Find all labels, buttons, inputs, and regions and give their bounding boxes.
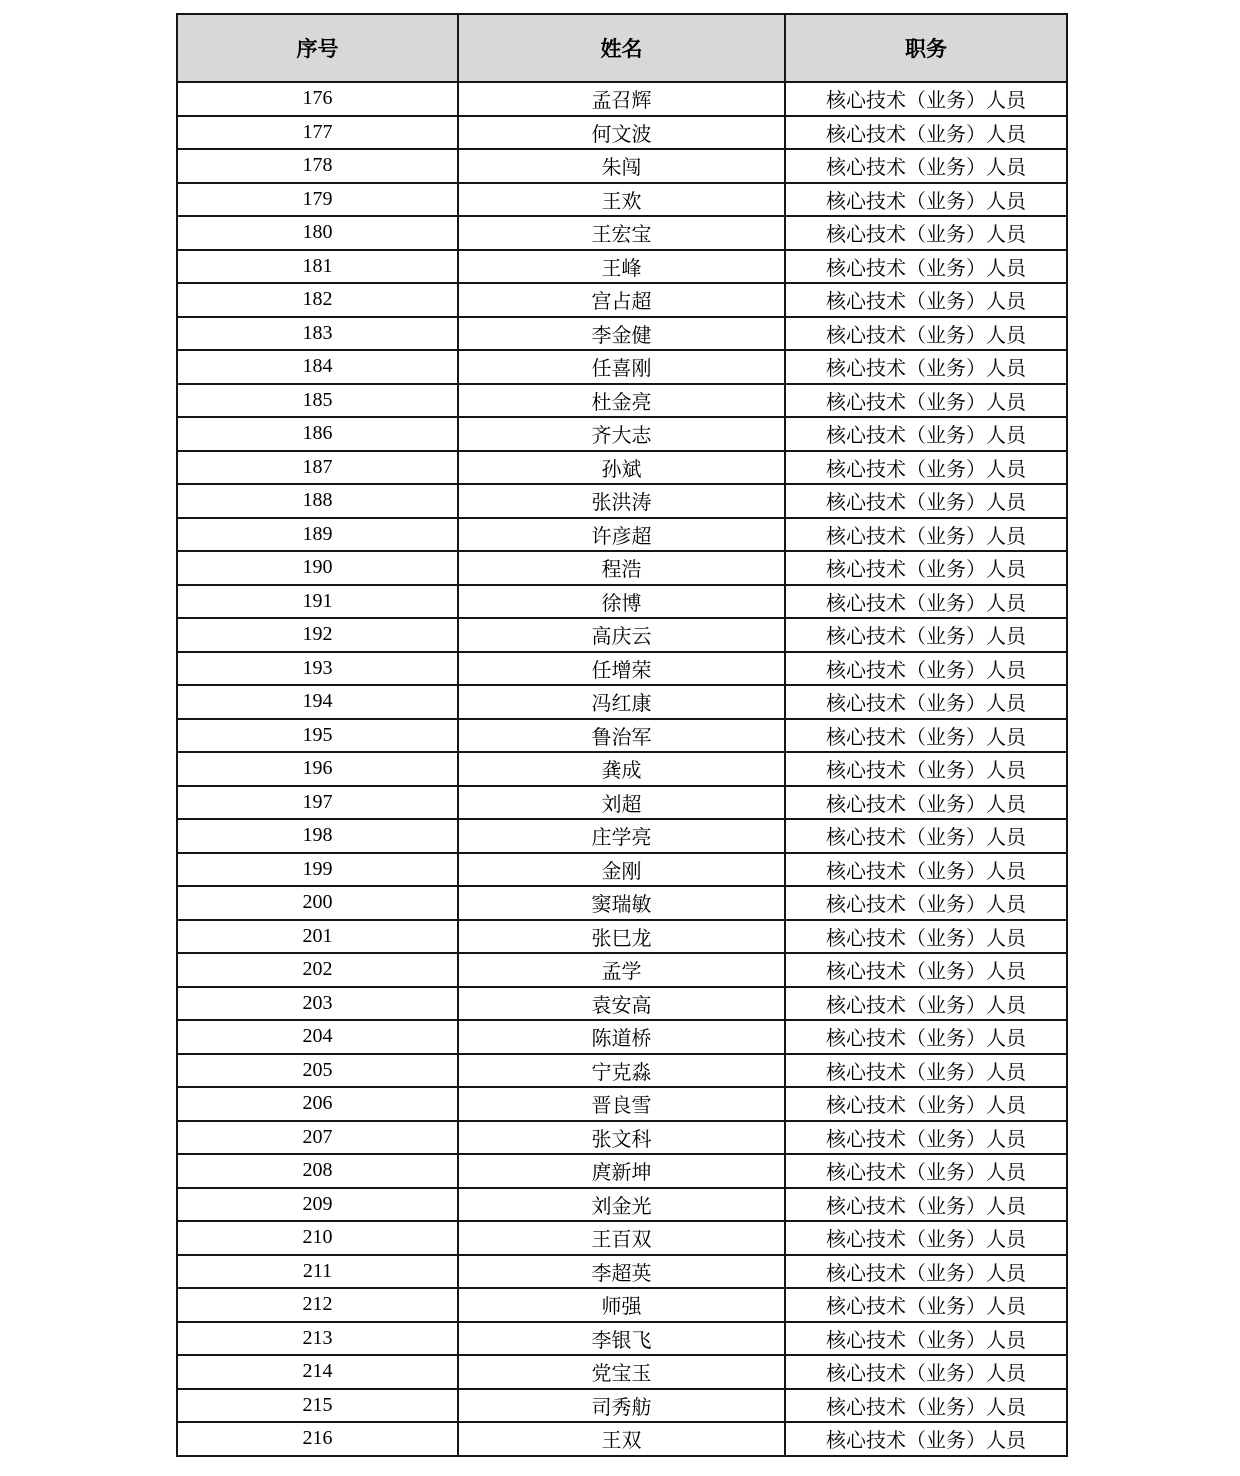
serial-number-cell: 205 <box>177 1054 458 1088</box>
position-cell: 核心技术（业务）人员 <box>785 652 1067 686</box>
serial-number-cell: 207 <box>177 1121 458 1155</box>
serial-number-cell: 198 <box>177 819 458 853</box>
person-name-cell: 孙斌 <box>458 451 785 485</box>
table-row <box>177 518 1067 552</box>
position-cell: 核心技术（业务）人员 <box>785 1054 1067 1088</box>
serial-number-cell: 199 <box>177 853 458 887</box>
position-cell: 核心技术（业务）人员 <box>785 1221 1067 1255</box>
table-row <box>177 1154 1067 1188</box>
table-row <box>177 216 1067 250</box>
serial-number-cell: 184 <box>177 350 458 384</box>
person-name-cell: 王欢 <box>458 183 785 217</box>
table-row <box>177 1188 1067 1222</box>
position-cell: 核心技术（业务）人员 <box>785 551 1067 585</box>
serial-number-cell: 186 <box>177 417 458 451</box>
person-name-cell: 党宝玉 <box>458 1355 785 1389</box>
serial-number-cell: 211 <box>177 1255 458 1289</box>
person-name-cell: 朱闯 <box>458 149 785 183</box>
table-header-row <box>177 14 1067 82</box>
serial-number-cell: 178 <box>177 149 458 183</box>
person-name-cell: 何文波 <box>458 116 785 150</box>
position-cell: 核心技术（业务）人员 <box>785 417 1067 451</box>
position-cell: 核心技术（业务）人员 <box>785 1255 1067 1289</box>
person-name-cell: 庹新坤 <box>458 1154 785 1188</box>
position-cell: 核心技术（业务）人员 <box>785 149 1067 183</box>
table-row <box>177 1054 1067 1088</box>
serial-number-cell: 203 <box>177 987 458 1021</box>
table-row <box>177 1255 1067 1289</box>
position-cell: 核心技术（业务）人员 <box>785 1322 1067 1356</box>
table-row <box>177 1288 1067 1322</box>
position-cell: 核心技术（业务）人员 <box>785 116 1067 150</box>
serial-number-cell: 202 <box>177 953 458 987</box>
table-row <box>177 1322 1067 1356</box>
position-cell: 核心技术（业务）人员 <box>785 1020 1067 1054</box>
person-name-cell: 徐博 <box>458 585 785 619</box>
table-row <box>177 283 1067 317</box>
serial-number-cell: 183 <box>177 317 458 351</box>
person-name-cell: 杜金亮 <box>458 384 785 418</box>
serial-number-cell: 189 <box>177 518 458 552</box>
serial-number-cell: 204 <box>177 1020 458 1054</box>
table-row <box>177 451 1067 485</box>
person-name-cell: 高庆云 <box>458 618 785 652</box>
person-name-cell: 齐大志 <box>458 417 785 451</box>
position-cell: 核心技术（业务）人员 <box>785 1355 1067 1389</box>
person-name-cell: 龚成 <box>458 752 785 786</box>
position-cell: 核心技术（业务）人员 <box>785 685 1067 719</box>
table-row <box>177 384 1067 418</box>
serial-number-cell: 177 <box>177 116 458 150</box>
personnel-table <box>176 13 1068 1457</box>
position-cell: 核心技术（业务）人员 <box>785 1087 1067 1121</box>
position-cell: 核心技术（业务）人员 <box>785 384 1067 418</box>
position-cell: 核心技术（业务）人员 <box>785 886 1067 920</box>
position-cell: 核心技术（业务）人员 <box>785 752 1067 786</box>
position-cell: 核心技术（业务）人员 <box>785 786 1067 820</box>
table-row <box>177 1087 1067 1121</box>
column-header-serial-number: 序号 <box>177 14 458 82</box>
table-row <box>177 82 1067 116</box>
person-name-cell: 窦瑞敏 <box>458 886 785 920</box>
table-row <box>177 484 1067 518</box>
serial-number-cell: 194 <box>177 685 458 719</box>
table-row <box>177 317 1067 351</box>
person-name-cell: 程浩 <box>458 551 785 585</box>
position-cell: 核心技术（业务）人员 <box>785 853 1067 887</box>
serial-number-cell: 206 <box>177 1087 458 1121</box>
position-cell: 核心技术（业务）人员 <box>785 350 1067 384</box>
position-cell: 核心技术（业务）人员 <box>785 82 1067 116</box>
position-cell: 核心技术（业务）人员 <box>785 250 1067 284</box>
position-cell: 核心技术（业务）人员 <box>785 618 1067 652</box>
person-name-cell: 师强 <box>458 1288 785 1322</box>
person-name-cell: 李金健 <box>458 317 785 351</box>
position-cell: 核心技术（业务）人员 <box>785 283 1067 317</box>
position-cell: 核心技术（业务）人员 <box>785 719 1067 753</box>
table-row <box>177 719 1067 753</box>
serial-number-cell: 201 <box>177 920 458 954</box>
serial-number-cell: 209 <box>177 1188 458 1222</box>
position-cell: 核心技术（业务）人员 <box>785 183 1067 217</box>
person-name-cell: 晋良雪 <box>458 1087 785 1121</box>
table-row <box>177 149 1067 183</box>
person-name-cell: 司秀舫 <box>458 1389 785 1423</box>
person-name-cell: 许彦超 <box>458 518 785 552</box>
person-name-cell: 王峰 <box>458 250 785 284</box>
person-name-cell: 鲁治军 <box>458 719 785 753</box>
serial-number-cell: 185 <box>177 384 458 418</box>
person-name-cell: 宫占超 <box>458 283 785 317</box>
table-row <box>177 116 1067 150</box>
serial-number-cell: 181 <box>177 250 458 284</box>
serial-number-cell: 191 <box>177 585 458 619</box>
person-name-cell: 陈道桥 <box>458 1020 785 1054</box>
table-row <box>177 819 1067 853</box>
serial-number-cell: 200 <box>177 886 458 920</box>
table-row <box>177 920 1067 954</box>
person-name-cell: 庄学亮 <box>458 819 785 853</box>
table-row <box>177 250 1067 284</box>
table-row <box>177 618 1067 652</box>
serial-number-cell: 195 <box>177 719 458 753</box>
person-name-cell: 张洪涛 <box>458 484 785 518</box>
position-cell: 核心技术（业务）人员 <box>785 1389 1067 1423</box>
position-cell: 核心技术（业务）人员 <box>785 1188 1067 1222</box>
person-name-cell: 王百双 <box>458 1221 785 1255</box>
table-row <box>177 1355 1067 1389</box>
position-cell: 核心技术（业务）人员 <box>785 585 1067 619</box>
table-row <box>177 417 1067 451</box>
table-row <box>177 1020 1067 1054</box>
person-name-cell: 李银飞 <box>458 1322 785 1356</box>
serial-number-cell: 196 <box>177 752 458 786</box>
serial-number-cell: 187 <box>177 451 458 485</box>
serial-number-cell: 190 <box>177 551 458 585</box>
position-cell: 核心技术（业务）人员 <box>785 216 1067 250</box>
person-name-cell: 袁安高 <box>458 987 785 1021</box>
table-row <box>177 652 1067 686</box>
person-name-cell: 王宏宝 <box>458 216 785 250</box>
person-name-cell: 冯红康 <box>458 685 785 719</box>
person-name-cell: 李超英 <box>458 1255 785 1289</box>
serial-number-cell: 208 <box>177 1154 458 1188</box>
position-cell: 核心技术（业务）人员 <box>785 1154 1067 1188</box>
person-name-cell: 孟学 <box>458 953 785 987</box>
person-name-cell: 刘超 <box>458 786 785 820</box>
table-row <box>177 953 1067 987</box>
serial-number-cell: 214 <box>177 1355 458 1389</box>
serial-number-cell: 193 <box>177 652 458 686</box>
table-row <box>177 1121 1067 1155</box>
position-cell: 核心技术（业务）人员 <box>785 1422 1067 1456</box>
table-row <box>177 752 1067 786</box>
position-cell: 核心技术（业务）人员 <box>785 987 1067 1021</box>
serial-number-cell: 216 <box>177 1422 458 1456</box>
position-cell: 核心技术（业务）人员 <box>785 819 1067 853</box>
table-row <box>177 1389 1067 1423</box>
table-row <box>177 786 1067 820</box>
position-cell: 核心技术（业务）人员 <box>785 518 1067 552</box>
serial-number-cell: 182 <box>177 283 458 317</box>
person-name-cell: 孟召辉 <box>458 82 785 116</box>
serial-number-cell: 213 <box>177 1322 458 1356</box>
position-cell: 核心技术（业务）人员 <box>785 1121 1067 1155</box>
serial-number-cell: 197 <box>177 786 458 820</box>
table-row <box>177 585 1067 619</box>
table-row <box>177 183 1067 217</box>
table-row <box>177 685 1067 719</box>
serial-number-cell: 210 <box>177 1221 458 1255</box>
person-name-cell: 张巳龙 <box>458 920 785 954</box>
person-name-cell: 宁克淼 <box>458 1054 785 1088</box>
table-row <box>177 1422 1067 1456</box>
table-row <box>177 853 1067 887</box>
column-header-name: 姓名 <box>458 14 785 82</box>
position-cell: 核心技术（业务）人员 <box>785 1288 1067 1322</box>
person-name-cell: 任增荣 <box>458 652 785 686</box>
table-row <box>177 551 1067 585</box>
serial-number-cell: 215 <box>177 1389 458 1423</box>
position-cell: 核心技术（业务）人员 <box>785 484 1067 518</box>
position-cell: 核心技术（业务）人员 <box>785 953 1067 987</box>
table-body <box>177 82 1067 1456</box>
person-name-cell: 刘金光 <box>458 1188 785 1222</box>
person-name-cell: 王双 <box>458 1422 785 1456</box>
position-cell: 核心技术（业务）人员 <box>785 317 1067 351</box>
person-name-cell: 张文科 <box>458 1121 785 1155</box>
position-cell: 核心技术（业务）人员 <box>785 920 1067 954</box>
serial-number-cell: 212 <box>177 1288 458 1322</box>
table-row <box>177 1221 1067 1255</box>
serial-number-cell: 176 <box>177 82 458 116</box>
person-name-cell: 任喜刚 <box>458 350 785 384</box>
serial-number-cell: 180 <box>177 216 458 250</box>
serial-number-cell: 188 <box>177 484 458 518</box>
serial-number-cell: 192 <box>177 618 458 652</box>
person-name-cell: 金刚 <box>458 853 785 887</box>
serial-number-cell: 179 <box>177 183 458 217</box>
table-row <box>177 987 1067 1021</box>
table-row <box>177 350 1067 384</box>
column-header-position: 职务 <box>785 14 1067 82</box>
table-row <box>177 886 1067 920</box>
position-cell: 核心技术（业务）人员 <box>785 451 1067 485</box>
